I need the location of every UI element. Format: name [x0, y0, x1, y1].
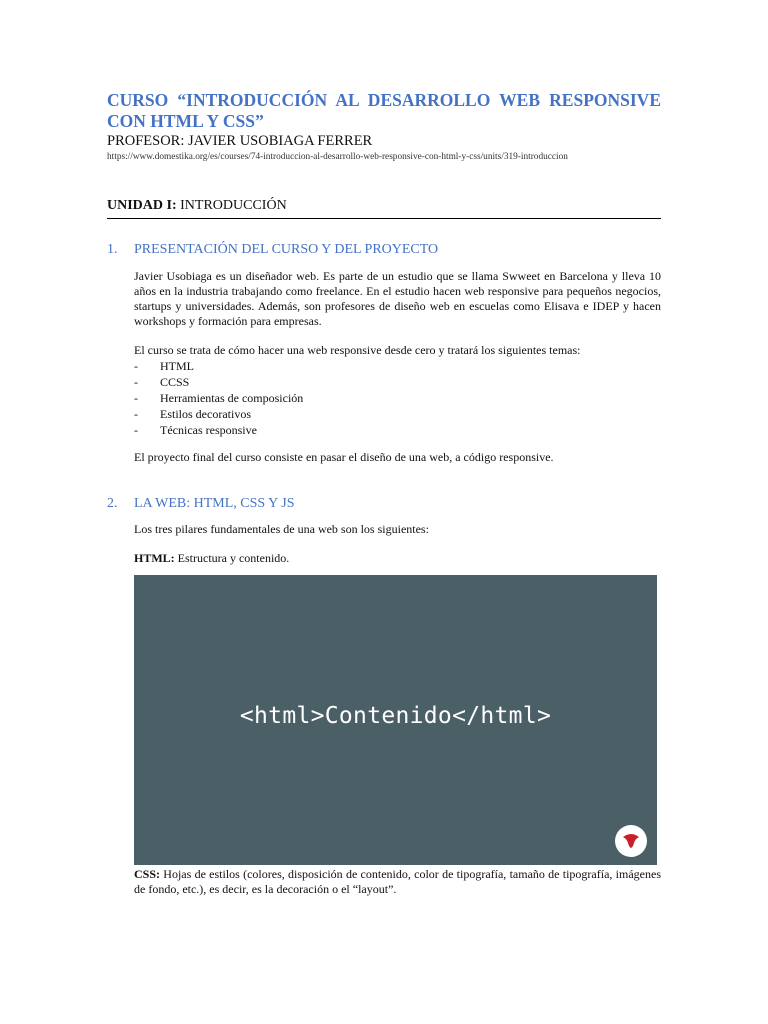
course-url[interactable]: https://www.domestika.org/es/courses/74-introduccion-al-desarrollo-web-responsive-con-html-y-css/units/319-introduccion [107, 152, 568, 162]
list-marker: - [134, 423, 138, 437]
document-content [107, 90, 661, 897]
list-marker: - [134, 375, 138, 389]
list-marker: - [134, 407, 138, 421]
paragraph-pillars-intro: Los tres pilares fundamentales de una web son los siguientes: [134, 522, 429, 536]
css-label: CSS: [134, 867, 161, 881]
html-description: Estructura y contenido. [177, 551, 290, 565]
paragraph-final-project: El proyecto final del curso consiste en pasar el diseño de una web, a código responsive. [134, 450, 554, 464]
section-body [134, 522, 661, 897]
section-title: PRESENTACIÓN DEL CURSO Y DEL PROYECTO [134, 242, 439, 257]
section-number: 1. [107, 242, 118, 257]
list-marker: - [134, 391, 138, 405]
section-la-web [107, 495, 661, 897]
list-item [134, 422, 661, 438]
unit-label: UNIDAD I: [107, 198, 177, 213]
unit-heading [107, 197, 661, 219]
list-item [134, 358, 661, 374]
paragraph-html [134, 551, 661, 566]
section-title: LA WEB: HTML, CSS Y JS [134, 496, 295, 511]
list-item [134, 406, 661, 422]
section-body [134, 269, 661, 465]
list-item-label: HTML [160, 359, 194, 373]
list-item [134, 374, 661, 390]
section-number: 2. [107, 496, 118, 511]
html-code-figure [134, 575, 657, 865]
topic-list [134, 358, 661, 438]
list-marker: - [134, 359, 138, 373]
section-heading [107, 495, 661, 513]
list-item-label: CCSS [160, 375, 190, 389]
paragraph-instructor: Javier Usobiaga es un diseñador web. Es parte de un estudio que se llama Swweet en Barcelona y lleva 10 años en la industria trabajando como freelance. En el estudio hacen web responsive para pequeños negocios, startups y universidades. Además, son profesores de diseño web en escuelas como Elisava e IDEP y hacen workshops y formación para empresas. [134, 269, 661, 328]
unit-title: INTRODUCCIÓN [180, 198, 287, 213]
css-description: Hojas de estilos (colores, disposición de contenido, color de tipografía, tamaño de tipografía, imágenes de fondo, etc.), es decir, es la decoración o el “layout”. [134, 867, 661, 896]
professor-name: PROFESOR: JAVIER USOBIAGA FERRER [107, 133, 373, 149]
code-sample: <html>Contenido</html> [239, 703, 552, 729]
list-item-label: Herramientas de composición [160, 391, 304, 405]
document-title: CURSO “INTRODUCCIÓN AL DESARROLLO WEB RESPONSIVE CON HTML Y CSS” [107, 90, 661, 131]
paragraph-css [134, 867, 661, 897]
list-item [134, 390, 661, 406]
domestika-logo-icon [615, 825, 647, 857]
section-heading [107, 241, 661, 259]
section-presentacion [107, 241, 661, 465]
paragraph-topics-intro: El curso se trata de cómo hacer una web responsive desde cero y tratará los siguientes temas: [134, 343, 581, 357]
list-item-label: Técnicas responsive [160, 423, 257, 437]
list-item-label: Estilos decorativos [160, 407, 251, 421]
html-label: HTML: [134, 551, 175, 565]
domestika-logo-shape [621, 831, 641, 851]
